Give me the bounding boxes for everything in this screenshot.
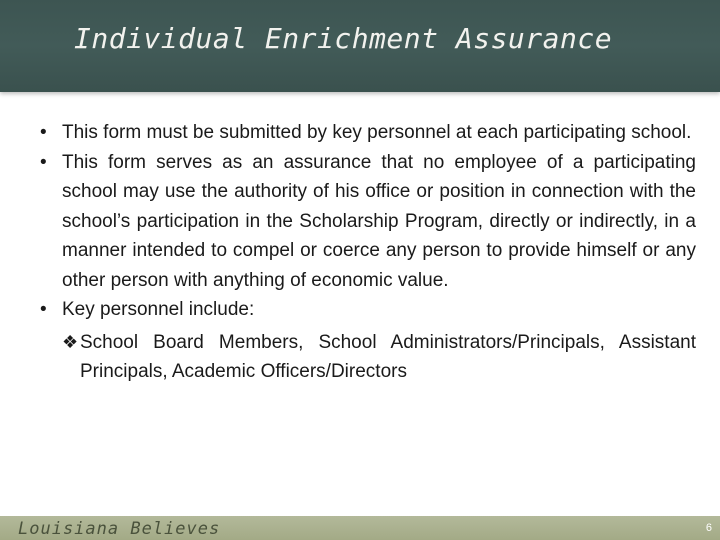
- bullet-item: • This form serves as an assurance that no employee of a participating school may use the authority of his office or position in connection with the school’s participation in the Scholarship Program, directly or indirectly, in a manner intended to compel or coerce any person to provide himself or any other person with anything of economic value.: [38, 148, 696, 296]
- bullet-item: • This form must be submitted by key personnel at each participating school.: [38, 118, 696, 148]
- page-number: 6: [705, 522, 712, 534]
- diamond-bullet-icon: ❖: [62, 331, 79, 352]
- sub-bullet-item: [38, 328, 696, 387]
- slide-title: Individual Enrichment Assurance: [74, 22, 613, 55]
- slide-header: [0, 0, 720, 92]
- sub-bullet-text: School Board Members, School Administrators/Principals, Assistant Principals, Academic Officers/Directors: [80, 331, 696, 382]
- footer-brand: Louisiana Believes: [18, 519, 221, 539]
- slide-body: [38, 118, 696, 387]
- slide-footer: [0, 516, 720, 540]
- bullet-item: • Key personnel include:: [38, 295, 696, 325]
